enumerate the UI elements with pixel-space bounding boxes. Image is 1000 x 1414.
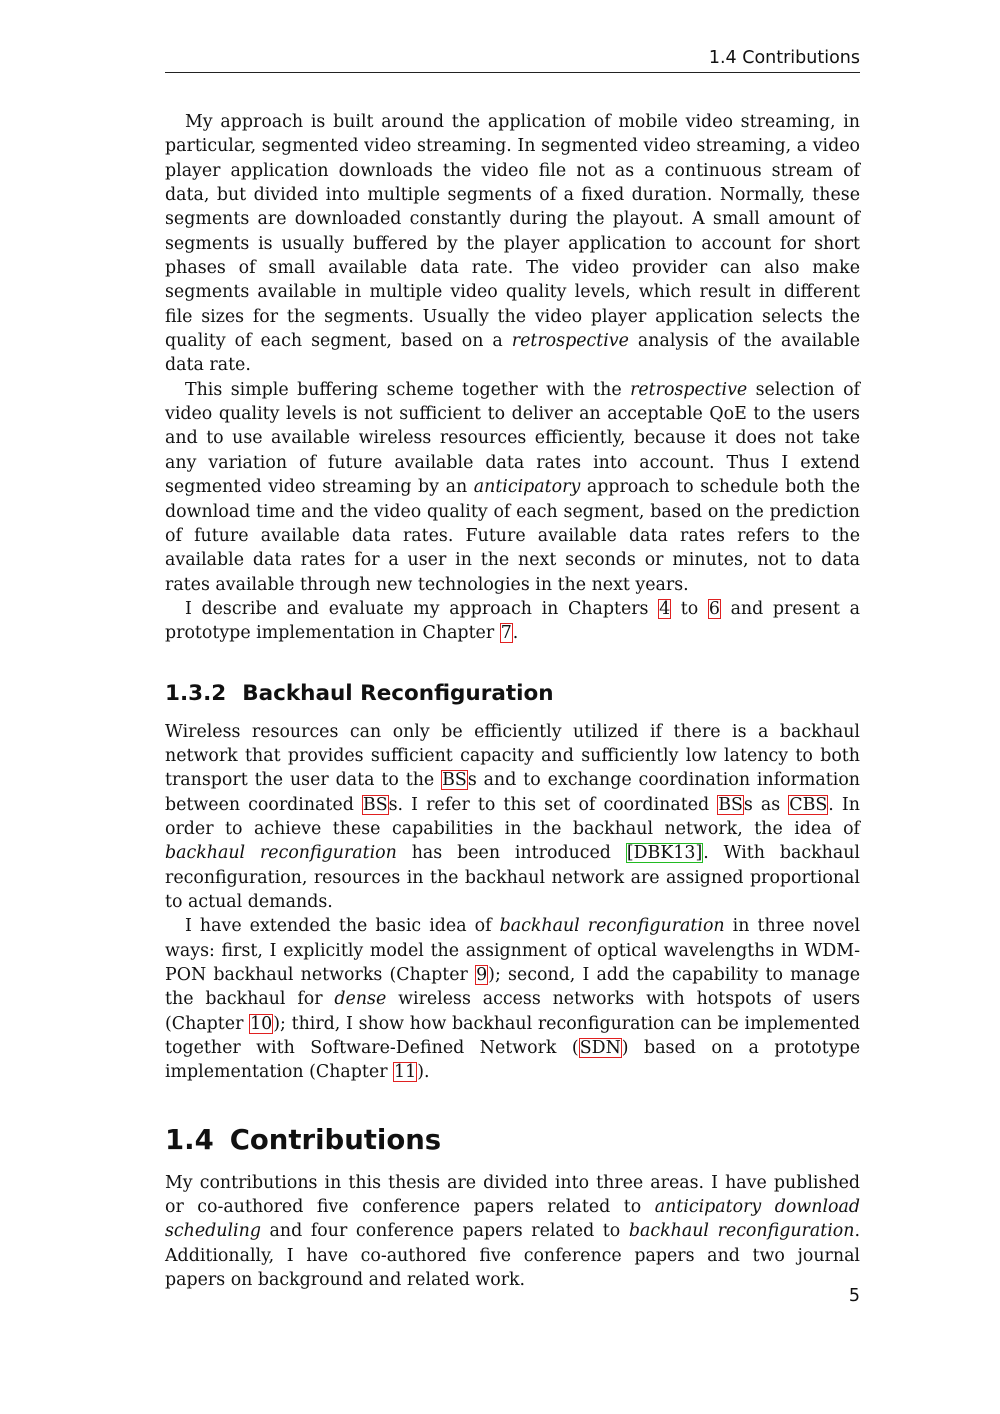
main-content [165,110,860,1292]
citation-link[interactable]: [DBK13] [626,843,703,864]
text: Wireless resources can only be efficiently utilized if there is a backhaul network that provides sufficient capacity and sufficiently low latency to both transport the user data to the [165,721,860,791]
emphasis: dense [334,989,387,1010]
section-heading [165,1123,860,1157]
chapter-link[interactable]: 9 [476,965,488,985]
emphasis: backhaul reconfiguration [165,843,397,864]
text: ); second, I add the capability to manage the backhaul for [165,965,860,1010]
section-title: Contributions [229,1123,442,1156]
text: s as [743,794,789,815]
text: I have extended the basic idea of [185,916,500,937]
acronym-link[interactable]: SDN [579,1038,621,1059]
chapter-link[interactable]: 10 [250,1013,273,1034]
emphasis: backhaul reconfiguration [628,1221,855,1242]
acronym-link[interactable]: CBS [789,794,828,815]
emphasis: retrospective [511,331,629,352]
text: selection of video quality levels is not sufficient to deliver an acceptable QoE to the users and to use available wireless resources efficiently, because it does not take any variation of future available data rates into account. Thus I extend segmented video streaming by an [165,379,860,498]
paragraph-segmented-streaming [165,110,860,378]
paragraph-backhaul-intro [165,720,860,915]
subsection-heading [165,680,860,708]
text: s and to exchange coordination information between coordinated [165,770,860,815]
subsection-number: 1.3.2 [165,680,227,706]
text: and four conference papers related to [260,1221,629,1242]
text: ) based on a prototype implementation (Chapter [165,1038,860,1083]
text: . With backhaul reconfiguration, resources in the backhaul network are assigned proportional to actual demands. [165,843,860,912]
text: ). [417,1062,430,1083]
subsection-title: Backhaul Reconfiguration [242,680,554,706]
running-header: 1.4 Contributions [165,46,860,73]
chapter-link[interactable]: 4 [659,598,671,619]
text: ); third, I show how backhaul reconfiguration can be implemented together with Software-Defined Network ( [165,1013,860,1059]
paragraph-backhaul-extensions [165,914,860,1084]
text: and present a prototype implementation in Chapter [165,598,861,644]
chapter-link[interactable]: 6 [708,598,720,619]
acronym-link[interactable]: BS [442,770,467,791]
chapter-link[interactable]: 7 [500,623,512,644]
text: . Additionally, I have co-authored five conference papers and two journal papers on background and related work. [165,1221,860,1291]
text: to [671,598,708,619]
page-number: 5 [848,1286,860,1306]
text: in three novel ways: first, I explicitly model the assignment of optical wavelengths in WDM-PON backhaul networks (Chapter [165,916,861,985]
paragraph-anticipatory [165,378,860,597]
text: I describe and evaluate my approach in Chapters [185,598,659,619]
emphasis: retrospective [630,379,748,400]
emphasis: backhaul reconfiguration [499,916,725,937]
text: has been introduced [396,843,626,864]
text: . [512,623,519,644]
text: My approach is built around the application of mobile video streaming, in particular, segmented video streaming. In segmented video streaming, a video player application downloads the video file not as a continuous stream of data, but divided into multiple segments of a fixed duration. Normally, these segments are downloaded constantly during the playout. A small amount of segments is usually buffered by the player application to account for short phases of small available data rate. The video provider can also make segments available in multiple video quality levels, which result in different file sizes for the segments. Usually the video player application selects the quality of each segment, based on a [165,112,860,352]
chapter-link[interactable]: 11 [394,1062,417,1083]
text: wireless access networks with hotspots of users (Chapter [165,989,860,1034]
acronym-link[interactable]: BS [718,794,743,815]
text: My contributions in this thesis are divided into three areas. I have published or co-authored five conference papers related to [165,1172,860,1218]
emphasis: anticipatory [473,477,581,498]
text: This simple buffering scheme together with the [185,379,631,400]
text: analysis of the available data rate. [165,331,860,376]
section-number: 1.4 [165,1123,214,1156]
text: . In order to achieve these capabilities in the backhaul network, the idea of [165,794,860,839]
text: s. I refer to this set of coordinated [388,794,718,815]
paragraph-contributions [165,1171,860,1293]
paragraph-chapters [165,597,860,646]
emphasis: anticipatory download scheduling [165,1197,860,1242]
acronym-link[interactable]: BS [362,794,388,815]
text: approach to schedule both the download time and the video quality of each segment, based on the prediction of future available data rates. Future available data rates refers to the available data rates for a user in the next seconds or minutes, not to data rates available through new technologies in the next years. [165,477,861,595]
